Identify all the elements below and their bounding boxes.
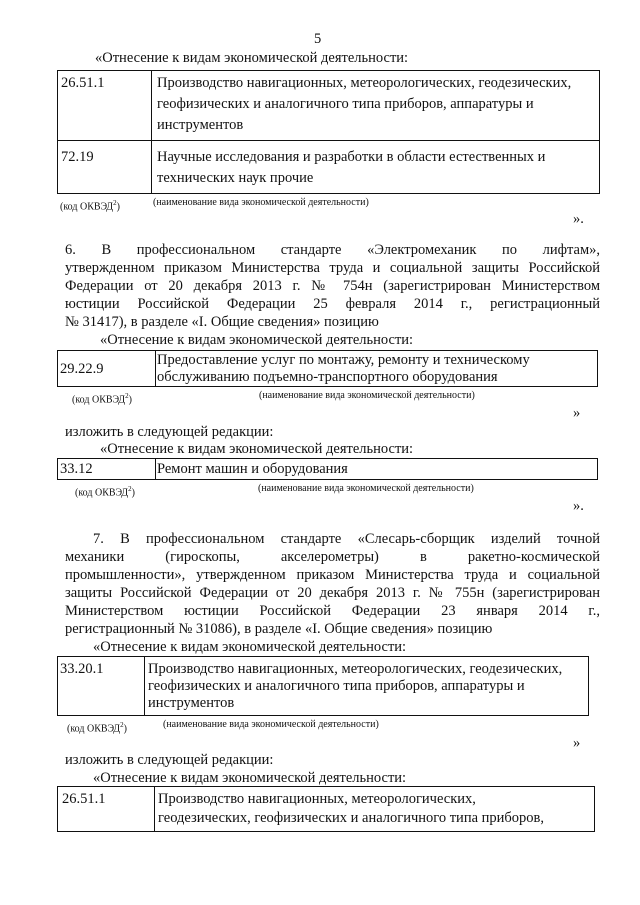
activity-name-line: Производство навигационных, метеорологических, геодезических, [157, 75, 572, 91]
paragraph-line: Министерством юстиции Российской Федерации 23 января 2014 г., [65, 603, 600, 619]
activity-name-caption: (наименование вида экономической деятельности) [258, 483, 474, 494]
activity-name-caption: (наименование вида экономической деятельности) [259, 390, 475, 401]
paragraph-line: защиты Российской Федерации от 20 декабря 2013 г. № 755н (зарегистрирован [65, 585, 600, 601]
okved-code-caption: (код ОКВЭД$^2$) [72, 392, 132, 406]
table-column-divider [154, 787, 155, 831]
activity-name-line: инструментов [148, 695, 235, 711]
activity-name-line: Производство навигационных, метеорологических, [158, 791, 476, 807]
activity-name-line: обслуживанию подъемно-транспортного оборудования [157, 369, 498, 385]
paragraph-line: № 31417), в разделе «I. Общие сведения» позицию [65, 314, 379, 330]
activity-name-line: геофизических и аналогичного типа приборов, аппаратуры и [148, 678, 525, 694]
activity-name-line: Предоставление услуг по монтажу, ремонту и техническому [157, 352, 530, 368]
paragraph-line: изложить в следующей редакции: [65, 752, 274, 768]
table-row-divider [58, 140, 599, 141]
table-column-divider [144, 657, 145, 715]
okved-heading: «Отнесение к видам экономической деятельности: [100, 332, 414, 348]
okved-code-cell: 29.22.9 [60, 361, 104, 377]
paragraph-line: механики (гироскопы, акселерометры) в ракетно-космической [65, 549, 600, 565]
table-column-divider [155, 351, 156, 386]
table-column-divider [151, 71, 152, 193]
activity-name-line: технических наук прочие [157, 170, 314, 186]
okved-heading: «Отнесение к видам экономической деятельности: [100, 441, 414, 457]
okved-code-cell: 26.51.1 [62, 791, 106, 807]
activity-name-line: геофизических и аналогичного типа приборов, аппаратуры и [157, 96, 534, 112]
okved-heading: «Отнесение к видам экономической деятельности: [93, 770, 407, 786]
paragraph-line: 6. В профессиональном стандарте «Электромеханик по лифтам», [65, 242, 600, 258]
okved-code-caption: (код ОКВЭД$^2$) [75, 485, 135, 499]
activity-name-line: геодезических, геофизических и аналогичного типа приборов, [158, 810, 545, 826]
paragraph-line: регистрационный № 31086), в разделе «I. Общие сведения» позицию [65, 621, 493, 637]
okved-code-cell: 33.20.1 [60, 661, 104, 677]
okved-code-caption: (код ОКВЭД$^2$) [67, 721, 127, 735]
okved-code-cell: 72.19 [61, 149, 94, 165]
okved-table-old [57, 656, 589, 716]
closing-quote: ». [573, 211, 584, 227]
activity-name-line: Производство навигационных, метеорологических, геодезических, [148, 661, 563, 677]
okved-heading: «Отнесение к видам экономической деятельности: [93, 639, 407, 655]
paragraph-line: изложить в следующей редакции: [65, 424, 274, 440]
activity-name-line: инструментов [157, 117, 244, 133]
okved-code-cell: 33.12 [60, 461, 93, 477]
activity-name-line: Научные исследования и разработки в области естественных и [157, 149, 546, 165]
activity-name-caption: (наименование вида экономической деятельности) [163, 719, 379, 730]
closing-quote: ». [573, 498, 584, 514]
paragraph-line: промышленности», утвержденном приказом Министерства труда и социальной [65, 567, 600, 583]
paragraph-line: утвержденном приказом Министерства труда и социальной защиты Российской [65, 260, 600, 276]
okved-table-old [57, 350, 598, 387]
okved-code-cell: 26.51.1 [61, 75, 105, 91]
okved-code-caption: (код ОКВЭД$^2$) [60, 199, 120, 213]
okved-heading: «Отнесение к видам экономической деятельности: [95, 50, 409, 66]
paragraph-line: 7. В профессиональном стандарте «Слесарь-сборщик изделий точной [93, 531, 600, 547]
closing-quote: » [573, 735, 581, 751]
activity-name-caption: (наименование вида экономической деятельности) [153, 197, 369, 208]
activity-name-line: Ремонт машин и оборудования [157, 461, 348, 477]
okved-table-new [57, 786, 595, 832]
table-column-divider [155, 459, 156, 479]
paragraph-line: Федерации от 20 декабря 2013 г. № 754н (зарегистрирован Министерством [65, 278, 600, 294]
closing-quote: » [573, 405, 581, 421]
okved-table-1 [57, 70, 600, 194]
okved-table-new [57, 458, 598, 480]
page-number: 5 [314, 31, 322, 47]
paragraph-line: юстиции Российской Федерации 25 февраля 2014 г., регистрационный [65, 296, 600, 312]
